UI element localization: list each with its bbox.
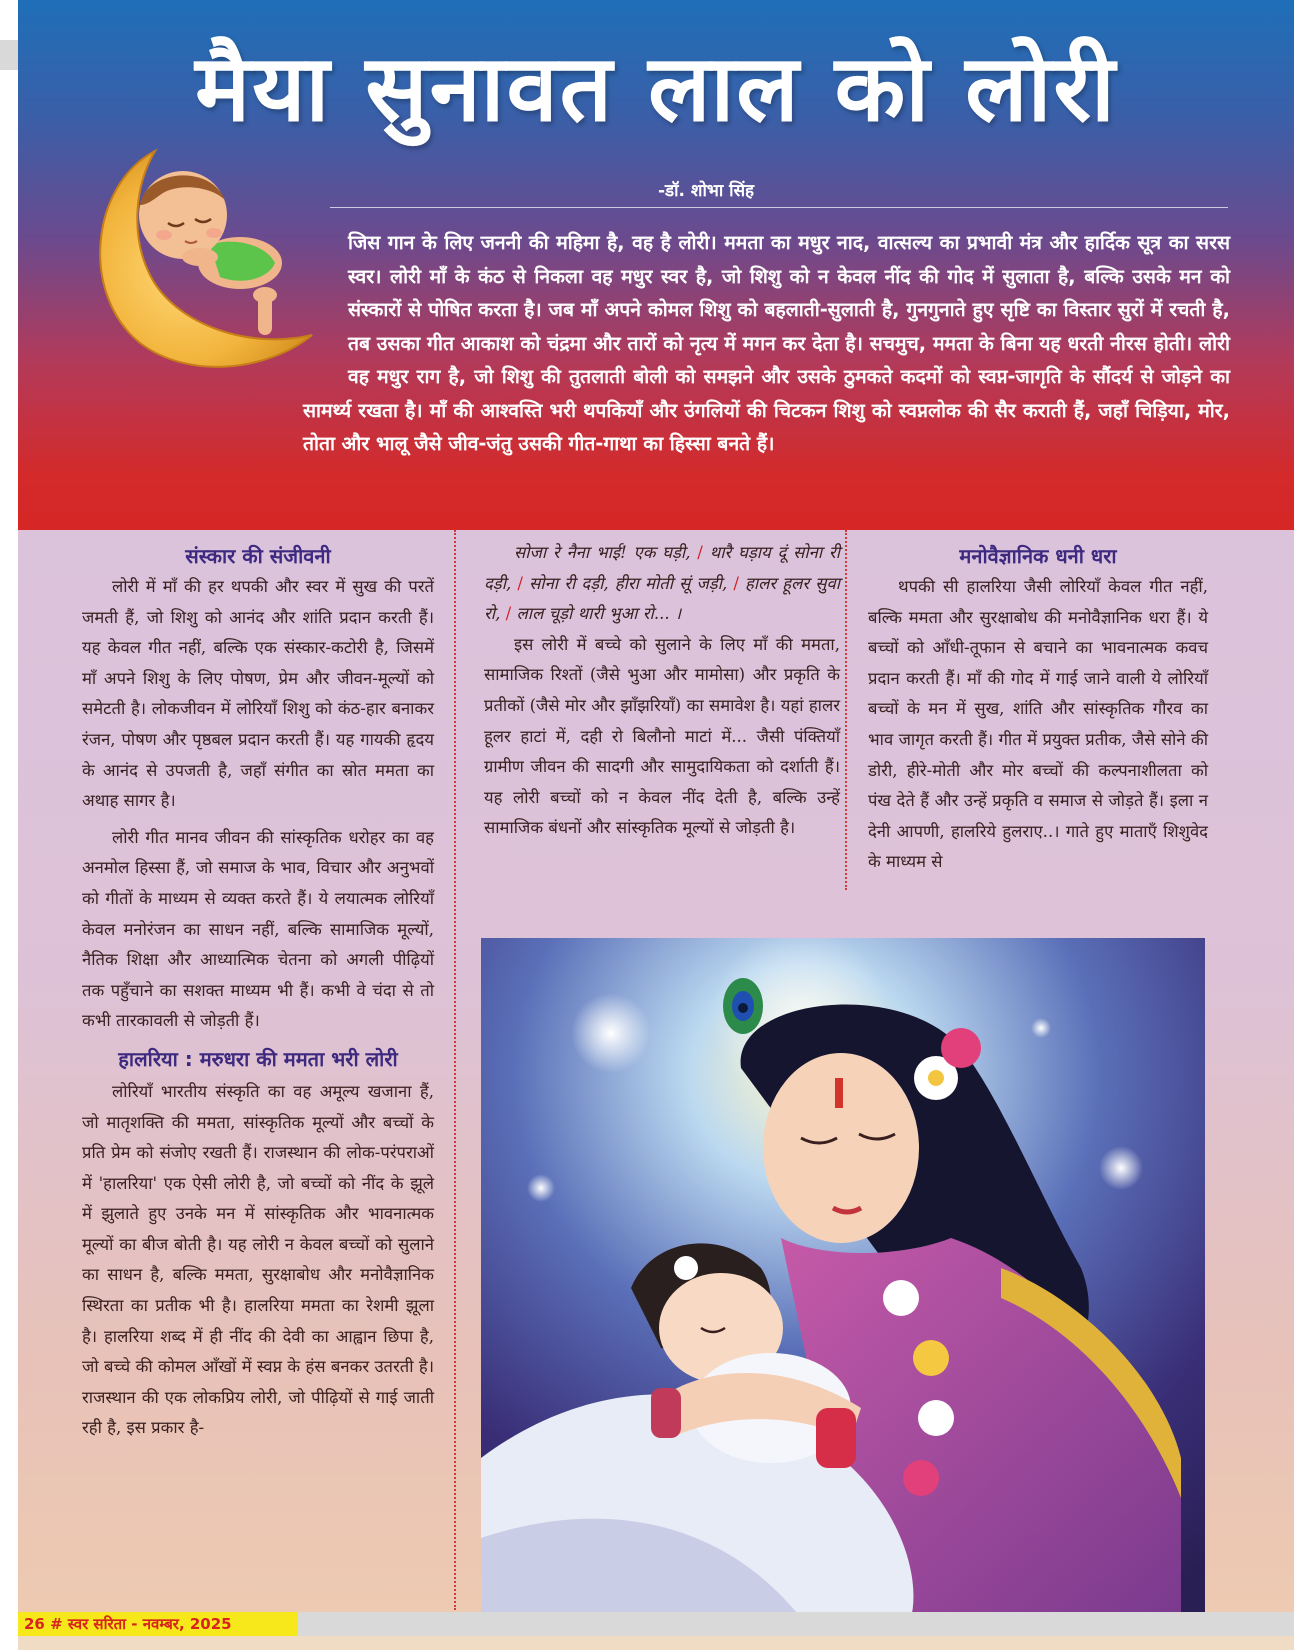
column-2 [484, 538, 840, 844]
article-author: -डॉ. शोभा सिंह [658, 181, 755, 201]
lullaby-poem [484, 538, 840, 630]
footer-page-label [18, 1612, 298, 1636]
intro-paragraph: जिस गान के लिए जननी की महिमा है, वह है लोरी। ममता का मधुर नाद, वात्सल्य का प्रभावी मंत्र और हार्दिक सूत्र का सरस स्वर। लोरी माँ के कंठ से निकला वह मधुर स्वर है, जो शिशु को न केवल नींद की गोद में सुलाता है, बल्कि उसके मन को संस्कारों से पोषित करता है। जब माँ अपने कोमल शिशु को बहलाती-सुलाती है, गुनगुनाते हुए सृष्टि का विस्तार सुरों में रचती है, तब उसका गीत आकाश को चंद्रमा और तारों को नृत्य में मगन कर देता है। सचमुच, ममता के बिना यह धरती नीरस होती। लोरी वह मधुर राग है, जो शिशु की तुतलाती बोली को समझने और उसके ठुमकते कदमों को स्वप्न-जागृति के सौंदर्य से जोड़ने का सामर्थ्य रखता है। माँ की आश्वस्ति भरी थपकियाँ और उंगलियों की चिटकन शिशु को स्वप्नलोक की सैर कराती हैं, जहाँ चिड़िया, मोर, तोता और भालू जैसे जीव-जंतु उसकी गीत-गाथा का हिस्सा बनते हैं। [303, 231, 1230, 455]
article-title: मैया सुनावत लाल को लोरी [195, 35, 1117, 142]
page-number: 26 [24, 1615, 45, 1633]
mother-child-painting [481, 938, 1205, 1618]
poem-separator: / [733, 573, 739, 593]
column-divider-2 [845, 530, 847, 890]
col1-paragraph-2: लोरी गीत मानव जीवन की सांस्कृतिक धरोहर का वह अनमोल हिस्सा हैं, जो समाज के भाव, विचार और अनुभवों को गीतों के माध्यम से व्यक्त करते हैं। ये लयात्मक लोरियाँ केवल मनोरंजन का साधन नहीं, बल्कि सामाजिक मूल्यों, नैतिक शिक्षा और आध्यात्मिक चेतना को अगली पीढ़ियों तक पहुँचाने का सशक्त माध्यम भी हैं। कभी वे चंदा से तो कभी तारकावली से जोड़ती हैं। [82, 827, 434, 1031]
col3-paragraph-1: थपकी सी हालरिया जैसी लोरियाँ केवल गीत नहीं, बल्कि ममता और सुरक्षाबोध की मनोवैज्ञानिक धरा हैं। ये बच्चों को आँधी-तूफान से बचाने का भावनात्मक कवच प्रदान करती हैं। माँ की गोद में गाई जाने वाली ये लोरियाँ बच्चों के मन में सुख, शांति और सांस्कृतिक गौरव का भाव जागृत करती हैं। गीत में प्रयुक्त प्रतीक, जैसे सोने की डोरी, हीरे-मोती और मोर बच्चों की कल्पनाशीलता को पंख देते हैं और उन्हें प्रकृति व समाज से जोड़ते हैं। इला न देनी आपणी, हालरिये हुलराए..। गाते हुए माताएँ शिशुवेद के माध्यम से [868, 577, 1208, 872]
intro-block [18, 226, 1294, 526]
heading-halariya: हालरिया : मरुधरा की ममता भरी लोरी [118, 1046, 398, 1071]
col1-paragraph-1: लोरी में माँ की हर थपकी और स्वर में सुख की परतें जमती हैं, जो शिशु को आनंद और शांति प्रदान करती हैं। यह केवल गीत नहीं, बल्कि एक संस्कार-कटोरी है, जिसमें माँ अपने शिशु के लिए पोषण, प्रेम और जीवन-मूल्यों को समेटती है। लोकजीवन में लोरियाँ शिशु को कंठ-हार बनाकर रंजन, पोषण और पृष्ठबल प्रदान करती हैं। यह गायकी हृदय के आनंद से उपजती है, जहाँ संगीत का स्रोत ममता का अथाह सागर है। [82, 577, 434, 811]
col1-paragraph-3: लोरियाँ भारतीय संस्कृति का वह अमूल्य खजाना हैं, जो मातृशक्ति की ममता, सांस्कृतिक मूल्यों और बच्चों के प्रति प्रेम को संजोए रखती हैं। राजस्थान की लोक-परंपराओं में 'हालरिया' एक ऐसी लोरी है, जो बच्चों को नींद के झूले में झुलाते हुए उनके मन में सांस्कृतिक और भावनात्मक मूल्यों का बीज बोती है। यह लोरी न केवल बच्चों को सुलाने का साधन है, बल्कि ममता, सुरक्षाबोध और मनोवैज्ञानिक स्थिरता का प्रतीक भी है। हालरिया ममता का रेशमी झूला है। हालरिया शब्द में ही नींद की देवी का आह्वान छिपा है, जो बच्चे की कोमल आँखों में स्वप्न के हंस बनकर उतरती है। राजस्थान की एक लोकप्रिय लोरी, जो पीढ़ियों से गाई जाती रही है, इस प्रकार है- [82, 1081, 434, 1438]
column-1 [82, 540, 434, 1444]
footer-bar [298, 1612, 1294, 1636]
poem-line-4: हालर हूलर सुवा रो, [484, 573, 840, 624]
poem-line-5: लाल चूड़ो थारी भुआ रो... । [516, 604, 682, 624]
magazine-page [18, 0, 1294, 1650]
col2-paragraph-1: इस लोरी में बच्चे को सुलाने के लिए माँ की ममता, सामाजिक रिश्तों (जैसे भुआ और मामोसा) और प्रकृति के प्रतीकों (जैसे मोर और झाँझरियाँ) का समावेश है। यहां हालर हूलर हाटां में, दही रो बिलौनो माटां में... जैसी पंक्तियाँ ग्रामीण जीवन की सादगी और सामुदायिकता को दर्शाती हैं। यह लोरी बच्चों को न केवल नींद देती है, बल्कि उन्हें सामाजिक बंधनों और सांस्कृतिक मूल्यों से जोड़ती है। [484, 634, 840, 838]
footer-bottom-strip [18, 1636, 1294, 1650]
poem-separator: / [505, 604, 512, 624]
author-divider [330, 207, 1228, 208]
magazine-issue: # स्वर सरिता - नवम्बर, 2025 [50, 1615, 232, 1633]
column-divider-1 [454, 530, 456, 1610]
poem-line-3: सोना री दड़ी, हीरा मोती सूं जड़ी, [529, 573, 728, 593]
article-header [18, 0, 1294, 530]
poem-line-2: थारै घड़ाय दूं सोना री दड़ी, [484, 543, 840, 593]
page-edge-strip [0, 40, 18, 70]
heading-sanskar: संस्कार की संजीवनी [185, 544, 331, 568]
poem-line-1: सोजा रे नैना भाई! एक घड़ी, [514, 543, 691, 562]
heading-manovaigyanik: मनोवैज्ञानिक धनी धरा [959, 544, 1117, 568]
column-3 [868, 540, 1208, 878]
painting-image [481, 938, 1205, 1618]
poem-separator: / [517, 573, 523, 593]
poem-separator: / [697, 543, 703, 562]
